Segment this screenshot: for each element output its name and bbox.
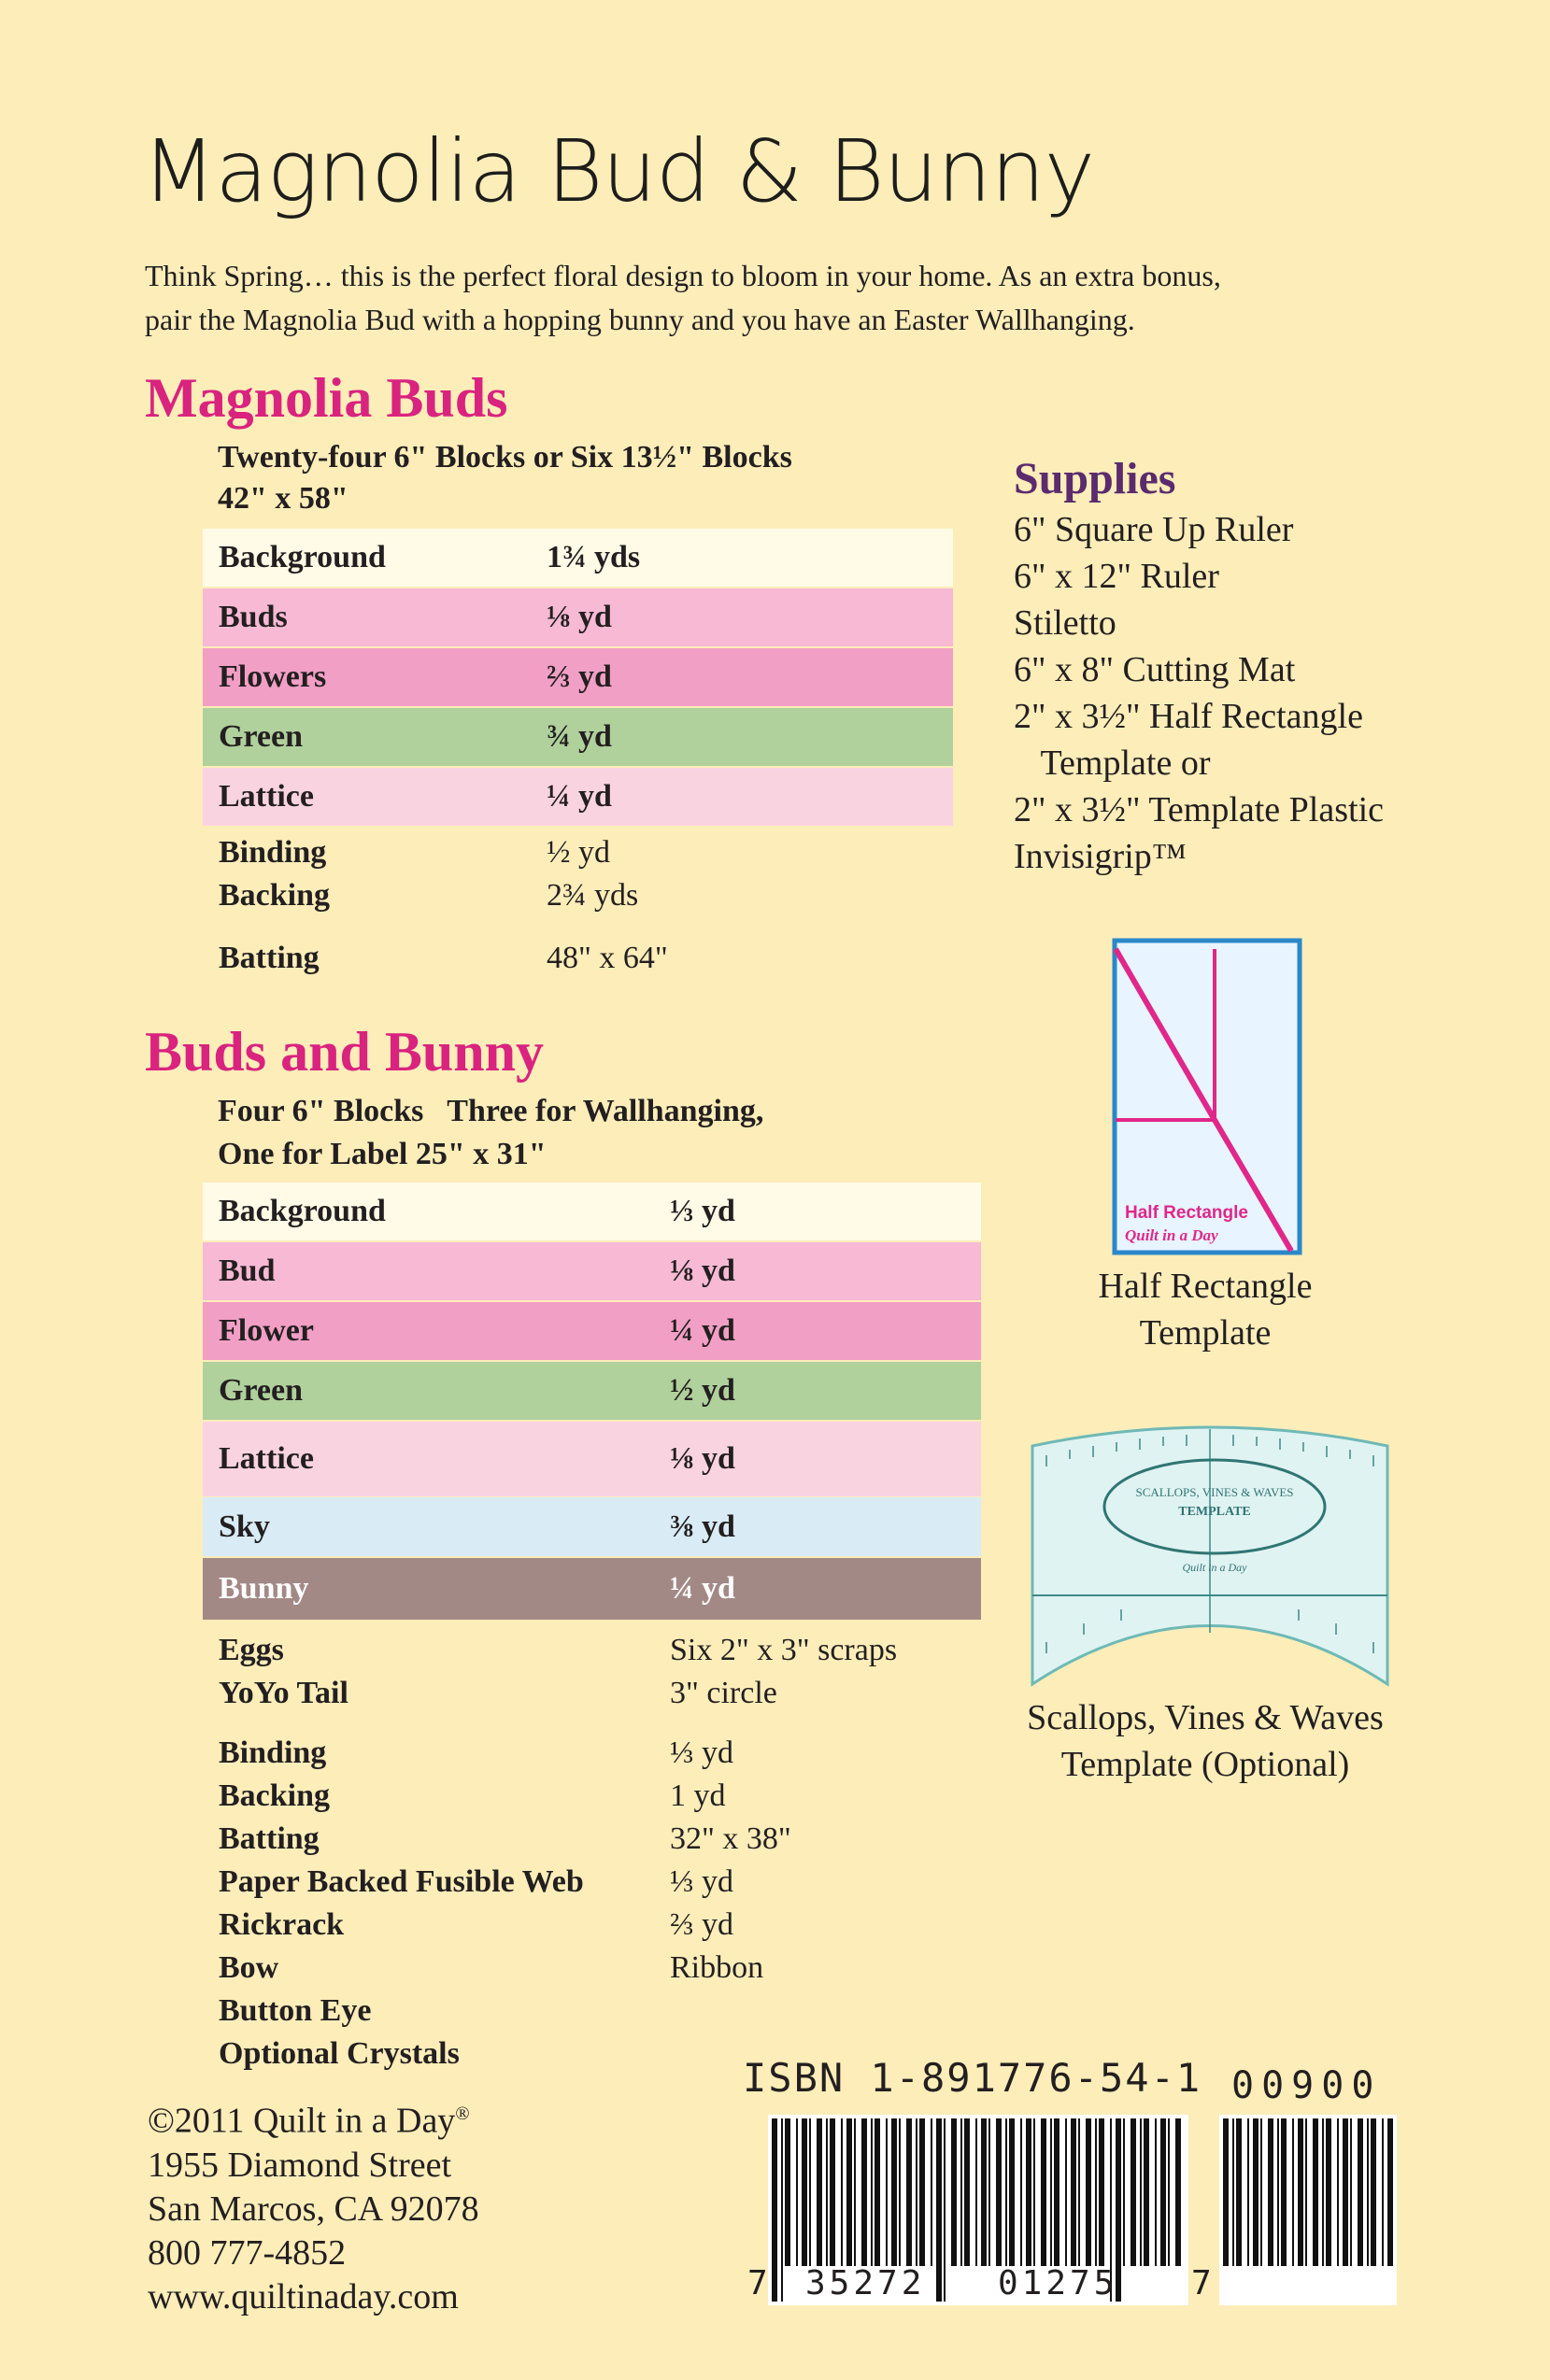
barcode-bar [1095,2118,1097,2266]
bunny-extra-amount: ⅓ yd [670,1735,733,1770]
fabric-row [203,1497,981,1556]
barcode-bar [1281,2118,1287,2266]
barcode-bar [1253,2118,1258,2266]
fabric-label: Sky [219,1509,270,1544]
barcode-bar [1305,2118,1307,2266]
barcode-bar [1322,2118,1324,2266]
fabric-label: Bunny [219,1571,309,1606]
barcode-bar [1140,2118,1142,2266]
barcode-bar [1223,2118,1229,2266]
barcode-bar [1123,2118,1125,2266]
fabric-row [203,648,953,706]
price-code: 00900 [1231,2064,1382,2107]
fabric-row [203,708,953,766]
barcode-bar [1086,2118,1091,2266]
barcode-bar [1099,2118,1104,2266]
fabric-label: Flowers [219,659,327,694]
scallops-caption-line-1: Scallops, Vines & Waves [1027,1698,1384,1737]
barcode-bar [1268,2118,1273,2266]
bunny-extra-label: Paper Backed Fusible Web [219,1864,584,1899]
barcode-bar [964,2118,970,2266]
bunny-extra-label: Bow [219,1950,279,1985]
barcode-bar [1155,2118,1157,2266]
barcode-bar [809,2118,811,2266]
bunny-extra-amount: 1 yd [670,1778,726,1813]
barcode-bar [906,2118,912,2266]
magnolia-subtitle-2: 42" x 58" [218,481,348,516]
barcode-bar [1313,2118,1318,2266]
street-line: 1955 Diamond Street [148,2145,452,2185]
city-line: San Marcos, CA 92078 [148,2189,479,2229]
supplies-item: Template or [1014,744,1211,783]
fabric-amount: ⅓ yd [670,1194,735,1228]
magnolia-extra-amount: ½ yd [547,835,610,870]
half-rectangle-label: Half Rectangle [1125,1203,1248,1223]
copyright-text: ©2011 Quilt in a Day [148,2101,456,2141]
fabric-amount: 1¾ yds [547,540,641,574]
barcode-bar [1292,2118,1294,2266]
fabric-row [203,529,953,587]
barcode-bar [796,2118,798,2266]
fabric-label: Background [219,540,386,574]
bunny-extra-label: Rickrack [219,1907,345,1942]
phone-line: 800 777-4852 [148,2232,347,2273]
barcode-bar [960,2118,962,2266]
magnolia-extra-label: Binding [219,835,327,870]
barcode-bar [1033,2118,1035,2266]
barcode-bar [886,2118,888,2266]
barcode-bar [996,2118,1002,2266]
bunny-extra-amount: 32" x 38" [670,1821,791,1856]
barcode-bar [785,2118,790,2266]
supplies-list [1014,506,1384,880]
fabric-row [203,1558,981,1620]
barcode-bar [1131,2118,1136,2266]
barcode-bar [891,2118,897,2266]
barcode-bar [1371,2118,1376,2266]
fabric-amount: ⅛ yd [670,1441,735,1476]
barcode-bar [1041,2118,1046,2266]
fabric-amount: ¼ yd [670,1313,735,1348]
barcode-bar [1236,2118,1242,2266]
barcode-digits-b: 01275 [998,2264,1118,2302]
fabric-row [203,1362,981,1420]
bunny-extra-label: Binding [219,1735,327,1770]
fabric-amount: ⅜ yd [670,1509,735,1544]
website-line: www.quiltinaday.com [148,2276,459,2316]
fabric-row [203,588,953,646]
fabric-label: Green [219,719,304,754]
fabric-label: Flower [219,1313,314,1348]
barcode-bar [931,2118,932,2266]
barcode-bar [1144,2118,1149,2266]
fabric-amount: ½ yd [670,1373,735,1408]
barcode-bar [1277,2118,1279,2266]
fabric-amount: ⅛ yd [670,1254,735,1288]
addon-barcode [1219,2115,1397,2305]
bunny-extra-amount: Six 2" x 3" scraps [670,1633,898,1667]
fabric-label: Background [219,1194,386,1228]
fabric-amount: ¾ yd [547,719,612,754]
barcode-bar [1065,2118,1067,2266]
barcode-bar [1050,2118,1052,2266]
scallops-caption [990,1694,1420,1788]
barcode-bar [1175,2118,1181,2266]
barcode-bar [817,2118,822,2266]
barcode-bar [841,2118,843,2266]
barcode-bar [846,2118,852,2266]
barcode-bar [1054,2118,1059,2266]
quilt-in-a-day-logo: Quilt in a Day [1125,1226,1218,1244]
intro-text [145,254,1453,342]
barcode-bar [899,2118,901,2266]
registered-mark: ® [455,2104,470,2124]
bunny-extra-amount: Ribbon [670,1950,764,1985]
half-rectangle-caption-line-2: Template [1139,1313,1272,1353]
fabric-amount: ¼ yd [670,1571,735,1606]
bunny-extra-label: Backing [219,1778,331,1813]
fabric-label: Bud [219,1254,276,1288]
supplies-item: 6" x 8" Cutting Mat [1014,650,1296,689]
magnolia-extra-amount: 48" x 64" [547,941,668,975]
publisher-address [148,2092,479,2319]
barcode-digit-left: 7 [747,2264,768,2302]
barcode-bar [1005,2118,1007,2266]
barcode-bar [1382,2118,1384,2266]
barcode-bar [871,2118,873,2266]
page-title: Magnolia Bud & Bunny [142,121,1095,221]
barcode-bar [1343,2118,1348,2266]
barcode-bar [936,2118,942,2302]
scallops-template-label: SCALLOPS, VINES & WAVES [1135,1485,1294,1499]
barcode-bar [1326,2118,1331,2266]
barcode-bar [1350,2118,1352,2266]
fabric-label: Lattice [219,1441,314,1476]
bunny-extra-label: YoYo Tail [219,1676,348,1710]
barcode-bar [861,2118,867,2266]
barcode-bar [802,2118,807,2266]
barcode-bar [772,2118,777,2302]
supplies-item: 6" x 12" Ruler [1014,557,1219,596]
bunny-subtitle-1: Four 6" Blocks Three for Wallhanging, [218,1094,764,1128]
barcode-bar [981,2118,987,2266]
magnolia-extra-label: Batting [219,941,320,975]
barcode-bar [1260,2118,1262,2266]
barcode-bar [875,2118,880,2266]
barcode-digit-right: 7 [1191,2264,1212,2302]
isbn-text: ISBN 1-891776-54-1 [743,2055,1202,2101]
barcode-bar [1071,2118,1076,2266]
fabric-row [203,1302,981,1360]
fabric-label: Lattice [219,779,314,814]
barcode-bar [1358,2118,1363,2266]
barcode-bar [1298,2118,1303,2266]
fabric-row [203,1422,981,1496]
bunny-extra-label: Optional Crystals [219,2036,460,2071]
barcode-bar [944,2118,946,2302]
supplies-heading: Supplies [1014,454,1176,503]
barcode-bar [975,2118,977,2266]
supplies-item: 6" Square Up Ruler [1014,510,1294,549]
supplies-item: Stiletto [1014,603,1116,643]
magnolia-extra-label: Backing [219,878,331,913]
barcode-bar [854,2118,856,2266]
fabric-row [203,768,953,826]
barcode-bar [988,2118,990,2266]
barcode-bar [1337,2118,1339,2266]
scallops-template-image [1028,1418,1392,1689]
half-rectangle-caption [1000,1263,1411,1356]
fabric-label: Buds [219,600,288,634]
fabric-label: Green [219,1373,304,1408]
bunny-heading: Buds and Bunny [145,1021,544,1083]
fabric-row [203,1183,981,1240]
supplies-item: 2" x 3½" Half Rectangle [1014,697,1363,736]
fabric-amount: ¼ yd [547,779,612,814]
magnolia-extra-amount: 2¾ yds [547,878,639,913]
scallops-caption-line-2: Template (Optional) [1060,1745,1350,1784]
bunny-extra-label: Eggs [219,1633,284,1667]
barcode-bar [1020,2118,1022,2266]
supplies-item: Invisigrip™ [1014,837,1187,876]
barcode-bar [1232,2118,1234,2266]
barcode-bar [951,2118,957,2266]
barcode-bar [1168,2118,1170,2266]
barcode-bar [1160,2118,1166,2266]
copyright-line [148,2092,479,2144]
half-rectangle-template-image [1112,938,1304,1257]
scallops-template-sublabel: TEMPLATE [1178,1505,1251,1519]
magnolia-subtitle-1: Twenty-four 6" Blocks or Six 13½" Blocks [218,440,792,475]
barcode-bar [919,2118,925,2266]
barcode-bar [826,2118,828,2266]
scallops-quilt-logo: Quilt in a Day [1182,1561,1247,1574]
barcode-bar [830,2118,835,2266]
intro-line-1: Think Spring… this is the perfect floral design to bloom in your home. As an extra bonus, [145,259,1221,292]
bunny-extra-label: Batting [219,1821,320,1856]
barcode-bar [781,2118,783,2302]
barcode-digits-a: 35272 [805,2264,926,2302]
bunny-extra-amount: 3" circle [670,1676,777,1710]
barcode-bar [1367,2118,1369,2266]
barcode-bar [1078,2118,1080,2266]
half-rectangle-caption-line-1: Half Rectangle [1098,1267,1313,1306]
supplies-item: 2" x 3½" Template Plastic [1014,790,1384,829]
barcode-bar [1387,2118,1393,2266]
barcode-bar [1009,2118,1015,2266]
barcode-bar [916,2118,917,2266]
fabric-amount: ⅛ yd [547,600,612,634]
fabric-row [203,1242,981,1300]
bunny-extra-amount: ⅔ yd [670,1907,733,1942]
bunny-subtitle-2: One for Label 25" x 31" [218,1137,547,1171]
barcode-bar [1247,2118,1249,2266]
fabric-amount: ⅔ yd [547,659,612,694]
bunny-extra-amount: ⅓ yd [670,1864,733,1899]
magnolia-heading: Magnolia Buds [145,367,508,429]
intro-line-2: pair the Magnolia Bud with a hopping bunny and you have an Easter Wallhanging. [145,303,1135,336]
barcode-bar [1026,2118,1031,2266]
bunny-extra-label: Button Eye [219,1993,372,2028]
